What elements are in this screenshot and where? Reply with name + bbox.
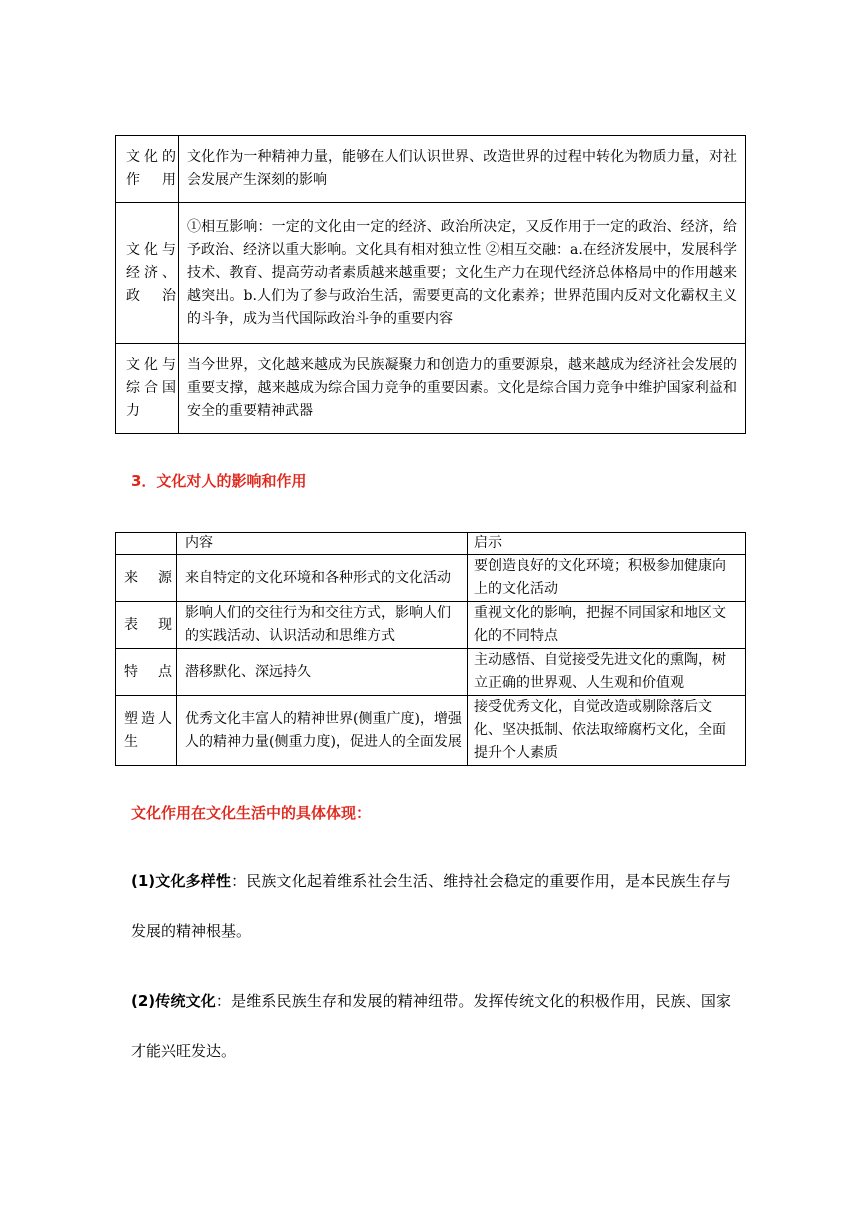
row-content: 潜移默化、深远持久 <box>177 649 468 696</box>
row-insight: 要创造良好的文化环境；积极参加健康向上的文化活动 <box>468 555 746 602</box>
row-content: 文化作为一种精神力量，能够在人们认识世界、改造世界的过程中转化为物质力量，对社会发展产生深刻的影响 <box>179 136 746 203</box>
header-cell <box>116 533 177 555</box>
row-label: 文化与综合国力 <box>116 344 179 434</box>
culture-role-table <box>115 135 746 434</box>
row-label: 文化与经济、政治 <box>116 203 179 344</box>
row-label: 来源 <box>116 555 177 602</box>
culture-influence-table <box>115 532 746 766</box>
paragraph-term: (2)传统文化 <box>131 992 216 1010</box>
header-cell: 内容 <box>177 533 468 555</box>
row-insight: 重视文化的影响，把握不同国家和地区文化的不同特点 <box>468 602 746 649</box>
row-insight: 接受优秀文化，自觉改造或剔除落后文化、坚决抵制、依法取缔腐朽文化，全面提升个人素质 <box>468 696 746 766</box>
row-label: 文化的作用 <box>116 136 179 203</box>
row-content: ①相互影响：一定的文化由一定的经济、政治所决定，又反作用于一定的政治、经济，给予政治、经济以重大影响。文化具有相对独立性 ②相互交融：a.在经济发展中，发展科学技术、教育、提高劳动者素质越来越重要；文化生产力在现代经济总体格局中的作用越来越突出。b.人们为了参与政治生活，需要更高的文化素养；世界范围内反对文化霸权主义的斗争，成为当代国际政治斗争的重要内容 <box>179 203 746 344</box>
paragraph-text: ：是维系民族生存和发展的精神纽带。发挥传统文化的积极作用，民族、国家才能兴旺发达。 <box>131 992 731 1060</box>
row-insight: 主动感悟、自觉接受先进文化的熏陶，树立正确的世界观、人生观和价值观 <box>468 649 746 696</box>
paragraph <box>131 856 731 956</box>
paragraph-term: (1)文化多样性 <box>131 872 232 890</box>
paragraph <box>131 976 731 1076</box>
paragraph-text: ：民族文化起着维系社会生活、维持社会稳定的重要作用，是本民族生存与发展的精神根基。 <box>131 872 731 940</box>
subheading: 文化作用在文化生活中的具体体现： <box>131 804 372 822</box>
row-label: 表现 <box>116 602 177 649</box>
row-content: 来自特定的文化环境和各种形式的文化活动 <box>177 555 468 602</box>
section-heading: 3．文化对人的影响和作用 <box>131 472 307 490</box>
row-content: 当今世界，文化越来越成为民族凝聚力和创造力的重要源泉，越来越成为经济社会发展的重要支撑，越来越成为综合国力竞争的重要因素。文化是综合国力竞争中维护国家利益和安全的重要精神武器 <box>179 344 746 434</box>
row-label: 塑造人生 <box>116 696 177 766</box>
row-label: 特点 <box>116 649 177 696</box>
row-content: 优秀文化丰富人的精神世界(侧重广度)，增强人的精神力量(侧重力度)，促进人的全面发展 <box>177 696 468 766</box>
header-cell: 启示 <box>468 533 746 555</box>
row-content: 影响人们的交往行为和交往方式，影响人们的实践活动、认识活动和思维方式 <box>177 602 468 649</box>
